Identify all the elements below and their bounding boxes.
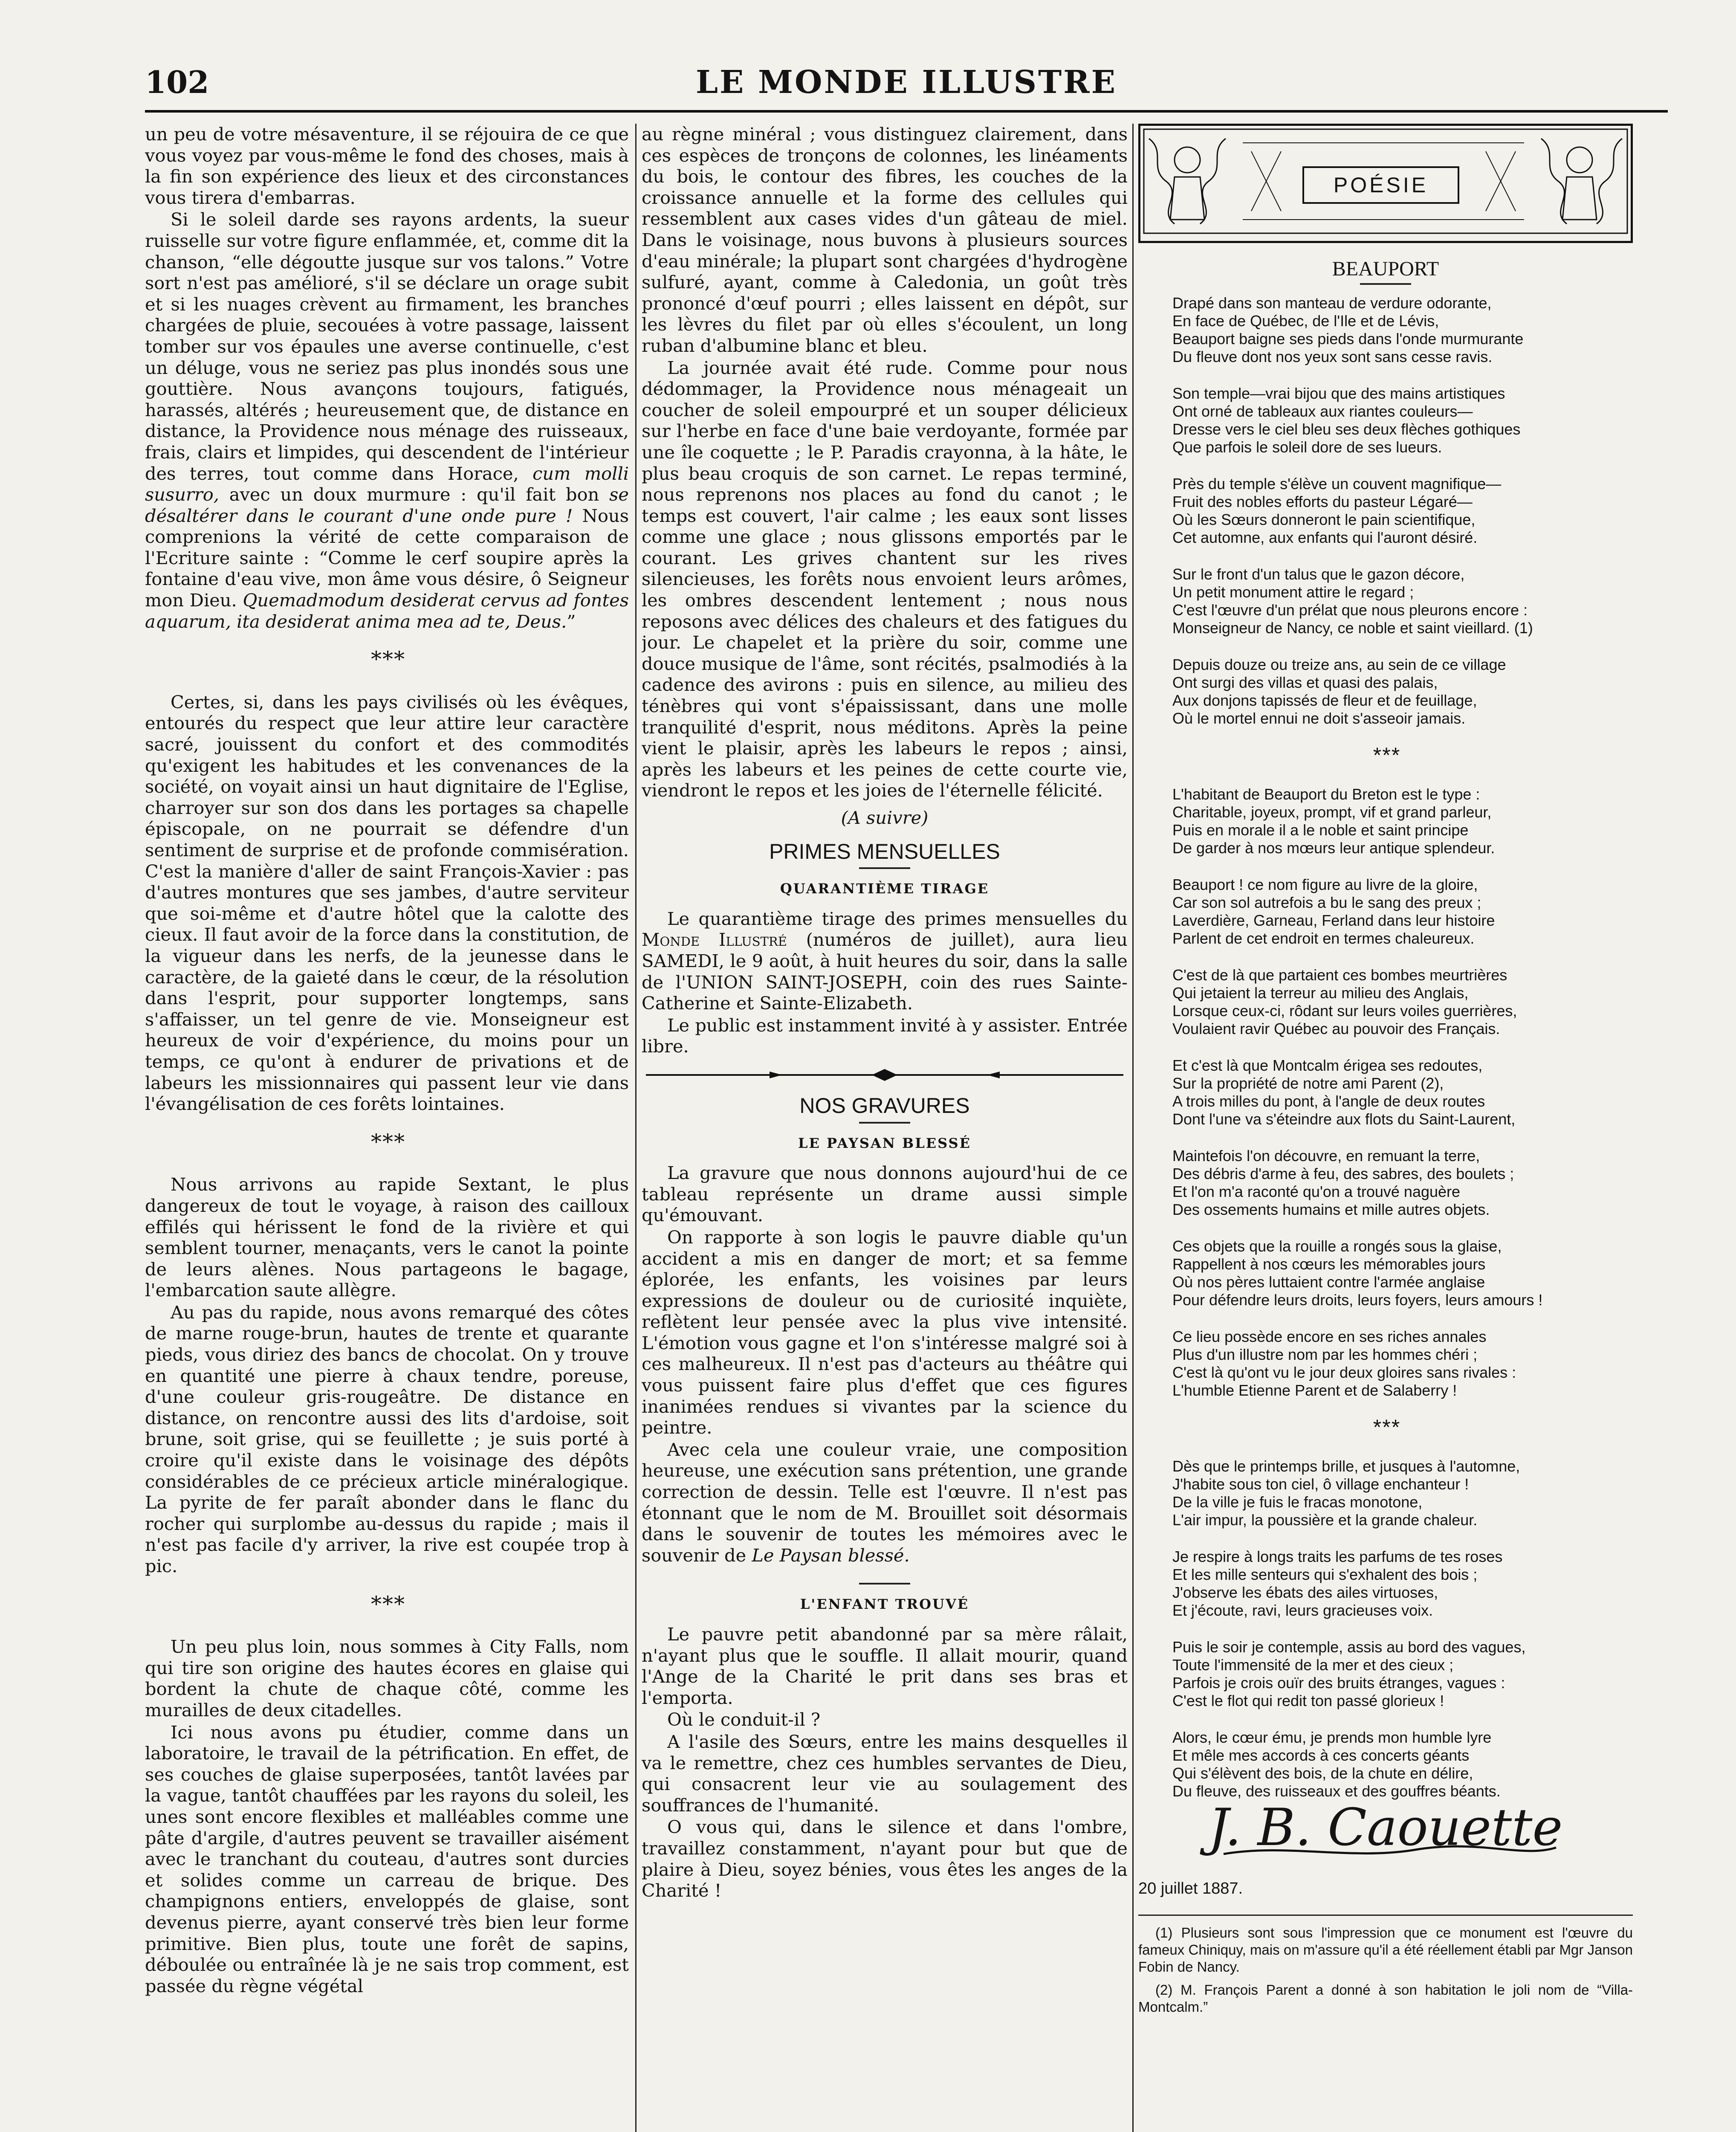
poem-stanza: Et c'est là que Montcalm érigea ses redoutes, Sur la propriété de notre ami Parent (2), A trois milles du pont, à l'angle de deux routes Dont l'une va s'éteindre aux flots du Saint-Laurent, (1172, 1057, 1516, 1128)
paragraph: On rapporte à son logis le pauvre diable qu'un accident a mis en danger de mort; et sa femme éplorée, les enfants, les voisines par leurs expressions de douleur ou de curiosité inquiète, reflètent leur pensée avec la plus vive intensité. L'émotion vous gagne et l'on s'intéresse malgré soi à ces malheureux. Il n'est pas d'acteurs au théâtre qui vous puissent faire plus d'effet que ces figures inanimées rendues si vivantes par la science du peintre. (642, 1226, 1128, 1438)
poem-stanza: Puis le soir je contemple, assis au bord des vagues, Toute l'immensité de la mer et des cieux ; Parfois je crois ouïr des bruits étranges, vagues : C'est le flot qui redit ton passé glorieux ! (1172, 1638, 1526, 1709)
poem-stanza: Ce lieu possède encore en ses riches annales Plus d'un illustre nom par les hommes chéri ; C'est là qu'ont vu le jour deux gloires sans rivales : L'humble Etienne Parent et de Salaberry ! (1172, 1328, 1516, 1399)
masthead-title: LE MONDE ILLUSTRE (695, 64, 1117, 101)
poesie-banner (1138, 124, 1633, 243)
poem-stanza: Beauport ! ce nom figure au livre de la gloire, Car son sol autrefois a bu le sang des preux ; Laverdière, Garneau, Ferland dans leur histoire Parlent de cet endroit en termes chaleureux. (1172, 876, 1495, 947)
short-rule (1360, 283, 1411, 285)
poem-stanza: Depuis douze ou treize ans, au sein de ce village Ont surgi des villas et quasi des palais, Aux donjons tapissés de fleur et de feuillage, Où le mortel ennui ne doit s'asseoir jamais. (1172, 656, 1506, 727)
column-3 (1138, 124, 1633, 2132)
section-stars: * * * (1373, 743, 1398, 767)
paragraph: Le quarantième tirage des primes mensuelles du Monde Illustré (numéros de juillet), aura lieu SAMEDI, le 9 août, à huit heures du soir, dans la salle de l'UNION SAINT-JOSEPH, coin des rues Sainte-Catherine et Sainte-Elizabeth. (642, 908, 1128, 1014)
column-divider (635, 124, 637, 2132)
paragraph: Où le conduit-il ? (667, 1709, 821, 1730)
ornament-divider (642, 1067, 1128, 1083)
paragraph: La gravure que nous donnons aujourd'hui de ce tableau représente un drame aussi simple qu'émouvant. (642, 1162, 1128, 1226)
signature-flourish (1138, 1841, 1633, 1863)
poem-stanza: Maintefois l'on découvre, en remuant la terre, Des débris d'arme à feu, des sabres, des boulets ; Et l'on m'a raconté qu'on a trouvé naguère Des ossements humains et mille autres objets. (1172, 1147, 1514, 1218)
poem-stanza: L'habitant de Beauport du Breton est le type : Charitable, joyeux, prompt, vif et grand parleur, Puis en morale il a le noble et saint principe De garder à nos mœurs leur antique splendeur. (1172, 785, 1495, 857)
paragraph: La journée avait été rude. Comme pour nous dédommager, la Providence nous ménageait un coucher de soleil empourpré et un souper délicieux sur l'herbe en face d'une baie verdoyante, formée par une île coquette ; le P. Paradis crayonna, à la hâte, le plus beau croquis de son carnet. Le repas terminé, nous reprenons nos places au fond du canot ; le temps est couvert, l'air calme ; les eaux sont lisses comme une glace ; nous glissons emportés par le courant. Les grives chantent sur les rives silencieuses, les forêts nous envoient leurs arômes, les ombres descendent lentement ; nous nous reposons avec délices des chaleurs et des fatigues du jour. Le chapelet et la prière du soir, comme une douce musique de l'âme, sont récités, psalmodiés à la cadence des avirons : puis en silence, au milieu des ténèbres qui vont s'épaississant, dans une molle tranquilité d'esprit, nous méditons. Après la peine vient le plaisir, après les labeurs le repos ; ainsi, après les labeurs et les peines de cette courte vie, viendront le repos et les joies de l'éternelle félicité. (642, 357, 1128, 801)
column-1 (145, 124, 629, 2132)
paragraph: un peu de votre mésaventure, il se réjouira de ce que vous voyez par vous-même le fond des choses, mais à la fin son expérience des lieux et des circonstances vous tirera d'embarras. (145, 124, 629, 208)
to-be-continued: (A suivre) (841, 807, 929, 828)
paragraph: au règne minéral ; vous distinguez clairement, dans ces espèces de tronçons de colonnes, les linéaments du bois, le contour des fibres, les couches de la croissance annuelle et la forme des cellules qui ressemblent aux cases vides d'un gâteau de miel. Dans le voisinage, nous buvons à plusieurs sources d'eau minérale; la plupart sont chargées d'hydrogène sulfuré, ayant, comme à Caledonia, un goût très prononcé d'œuf pourri ; elles laissent en dépôt, sur les lèvres du filet par où elles s'écoulent, un long ruban d'albumine blanc et bleu. (642, 124, 1128, 356)
paragraph: Le pauvre petit abandonné par sa mère râlait, n'ayant plus que le souffle. Il allait mourir, quand l'Ange de la Charité le prit dans ses bras et l'emporta. (642, 1624, 1128, 1708)
paragraph: Avec cela une couleur vraie, une composition heureuse, une exécution sans prétention, une grande correction de dessin. Telle est l'œuvre. Il n'est pas étonnant que le nom de M. Brouillet soit désormais dans le souvenir de toutes les mémoires avec le souvenir de Le Paysan blessé. (642, 1439, 1128, 1566)
gravures-title: NOS GRAVURES (799, 1093, 970, 1118)
paragraph: Au pas du rapide, nous avons remarqué des côtes de marne rouge-brun, hautes de trente et quarante pieds, vous diriez des bancs de chocolat. On y trouve en quantité une pierre à chaux tendre, poreuse, d'une couleur gris-rougeâtre. De distance en distance, on rencontre aussi des lits d'ardoise, soit brune, soit grise, qui se feuillette ; je suis porté à croire qu'il existe dans le voisinage des dépôts considérables de ce précieux article minéralogique. La pyrite de fer paraît abonder dans le flanc du rocher qui surplombe au-dessus du rapide ; mais il n'est pas facile d'y arriver, la rive est coupée trop à pic. (145, 1301, 629, 1576)
paragraph: Le public est instamment invité à y assister. Entrée libre. (642, 1014, 1128, 1057)
section-stars: * * * (371, 1129, 403, 1154)
footnote: (1) Plusieurs sont sous l'impression que ce monument est l'œuvre du fameux Chiniquy, mais on m'assure qu'il a été réellement établi par Mgr Janson Fobin de Nancy. (1138, 1925, 1633, 1975)
poem-stanza: Je respire à longs traits les parfums de tes roses Et les mille senteurs qui s'exhalent des bois ; J'observe les ébats des ailes virtuoses, Et j'écoute, ravi, leurs gracieuses voix. (1172, 1548, 1503, 1619)
poem-stanza: Sur le front d'un talus que le gazon décore, Un petit monument attire le regard ; C'est l'œuvre d'un prélat que nous pleurons encore : Monseigneur de Nancy, ce noble et saint vieillard. (1) (1172, 565, 1533, 637)
short-rule (859, 867, 910, 869)
short-rule (859, 1583, 910, 1585)
poem-stanza: Dès que le printemps brille, et jusques à l'automne, J'habite sous ton ciel, ô village enchanteur ! De la ville je fuis le fracas monotone, L'air impur, la poussière et la grande chaleur. (1172, 1457, 1520, 1529)
poem-stanza: Son temple—vrai bijou que des mains artistiques Ont orné de tableaux aux riantes couleurs— Dresse vers le ciel bleu ses deux flèches gothiques Que parfois le soleil dore de ses lueurs. (1172, 385, 1521, 456)
footnote: (2) M. François Parent a donné à son habitation le joli nom de “Villa-Montcalm.” (1138, 1982, 1633, 2015)
enfant-subtitle: L'ENFANT TROUVÉ (800, 1596, 969, 1613)
section-stars: * * * (1373, 1415, 1398, 1439)
primes-title: PRIMES MENSUELLES (769, 839, 1000, 863)
paragraph: Ici nous avons pu étudier, comme dans un laboratoire, le travail de la pétrification. En effet, de ses couches de glaise superposées, tantôt lavées par la vague, tantôt chauffées par les rayons du soleil, les unes sont encore flexibles et malléables comme une pâte d'argile, d'autres peuvent se travailler aisément avec le tranchant du couteau, d'autres sont durcies et solides comme un carreau de brique. Des champignons entiers, enveloppés de glaise, sont devenus pierre, ayant conservé très bien leur forme primitive. Bien plus, toute une forêt de sapins, déboulée ou entraînée là je ne sais trop comment, est passée du règne végétal (145, 1721, 629, 1996)
poem-stanza: Ces objets que la rouille a rongés sous la glaise, Rappellent à nos cœurs les mémorables jours Où nos pères luttaient contre l'armée anglaise Pour défendre leurs droits, leurs foyers, leurs amours ! (1172, 1237, 1543, 1309)
poesie-label: POÉSIE (1302, 166, 1459, 204)
poem-date: 20 juillet 1887. (1138, 1880, 1243, 1897)
poem-title: BEAUPORT (1332, 258, 1439, 280)
poem-stanza: C'est de là que partaient ces bombes meurtrières Qui jetaient la terreur au milieu des Anglais, Lorsque ceux-ci, rôdant sur leurs voiles guerrières, Voulaient ravir Québec au pouvoir des Français. (1172, 966, 1517, 1037)
author-signature: J. B. Caouette (1208, 1798, 1563, 1857)
paragraph: A l'asile des Sœurs, entre les mains desquelles il va le remettre, chez ces humbles servantes de Dieu, qui consacrent leur vie au soulagement des souffrances de l'humanité. (642, 1731, 1128, 1816)
section-stars: * * * (371, 1591, 403, 1616)
section-stars: * * * (371, 647, 403, 672)
header-rule (145, 110, 1668, 113)
column-divider (1132, 124, 1134, 2132)
short-rule (859, 1122, 910, 1124)
primes-subtitle: QUARANTIÈME TIRAGE (780, 881, 990, 897)
paragraph: Nous arrivons au rapide Sextant, le plus dangereux de tout le voyage, à raison des cailloux effilés qui hérissent le fond de la rivière et qui semblent tourner, menaçants, vers le canot la pointe de leurs alènes. Nous partageons le bagage, l'embarcation saute allègre. (145, 1174, 629, 1301)
poem-stanza: Alors, le cœur ému, je prends mon humble lyre Et mêle mes accords à ces concerts géants Qui s'élèvent des bois, de la chute en délire, Du fleuve, des ruisseaux et des gouffres béants. (1172, 1729, 1501, 1800)
page-number: 102 (145, 64, 209, 100)
paragraph: Certes, si, dans les pays civilisés où les évêques, entourés du respect que leur attire leur caractère sacré, jouissent du confort et des commodités qu'exigent les habitudes et les convenances de la société, on voyait ainsi un haut dignitaire de l'Eglise, charroyer sur son dos dans les portages sa chapelle épiscopale, on ne pourrait se défendre d'un sentiment de surprise et de profonde commisération. C'est la manière d'aller de saint François-Xavier : pas d'autres montures que ses jambes, d'autre serviteur que soi-même et d'autre hôtel que la calotte des cieux. Il faut avoir de la force dans la constitution, de la vigueur dans les nerfs, de la jeunesse dans le caractère, de la gaieté dans le cœur, de la résolution dans l'esprit, pour supporter longtemps, sans s'affaisser, un tel genre de vie. Monseigneur est heureux de voir d'expérience, du moins pour un temps, ce qu'ont à endurer de privations et de labeurs les missionnaires qui passent leur vie dans l'évangélisation de ces forêts lointaines. (145, 691, 629, 1115)
column-2 (642, 124, 1128, 2132)
poem-stanza: Drapé dans son manteau de verdure odorante, En face de Québec, de l'Ile et de Lévis, Beauport baigne ses pieds dans l'onde murmurante Du fleuve dont nos yeux sont sans cesse ravis. (1172, 294, 1524, 365)
paragraph: O vous qui, dans le silence et dans l'ombre, travaillez constamment, n'ayant pour but que de plaire à Dieu, soyez bénies, vous êtes les anges de la Charité ! (642, 1816, 1128, 1901)
gravure-subtitle: LE PAYSAN BLESSÉ (798, 1135, 971, 1151)
paragraph: Un peu plus loin, nous sommes à City Falls, nom qui tire son origine des hautes écores en glaise qui bordent la chute de chaque côté, comme les murailles de deux citadelles. (145, 1636, 629, 1721)
poem-stanza: Près du temple s'élève un couvent magnifique— Fruit des nobles efforts du pasteur Légaré— Où les Sœurs donneront le pain scientifique, Cet automne, aux enfants qui l'auront désiré. (1172, 475, 1502, 546)
footnotes (1138, 1915, 1633, 2016)
paragraph: Si le soleil darde ses rayons ardents, la sueur ruisselle sur votre figure enflammée, et, comme dit la chanson, “elle dégoutte jusque sur vos talons.” Votre sort n'est pas amélioré, s'il se déclare un orage subit et si les nuages crèvent au firmament, les branches chargées de pluie, secouées à votre passage, laissent tomber sur vos épaules une averse continuelle, c'est un déluge, vous ne seriez pas plus inondés sous une gouttière. Nous avançons toujours, fatigués, harassés, altérés ; heureusement que, de distance en distance, la Providence nous ménage des ruisseaux, frais, clairs et limpides, qui descendent de l'intérieur des terres, tout comme dans Horace, cum molli susurro, avec un doux murmure : qu'il fait bon se désaltérer dans le courant d'une onde pure ! Nous comprenions la vérité de cette comparaison de l'Ecriture sainte : “Comme le cerf soupire après la fontaine d'eau vive, mon âme vous désire, ô Seigneur mon Dieu. Quemadmodum desiderat cervus ad fontes aquarum, ita desiderat anima mea ad te, Deus.” (145, 209, 629, 632)
